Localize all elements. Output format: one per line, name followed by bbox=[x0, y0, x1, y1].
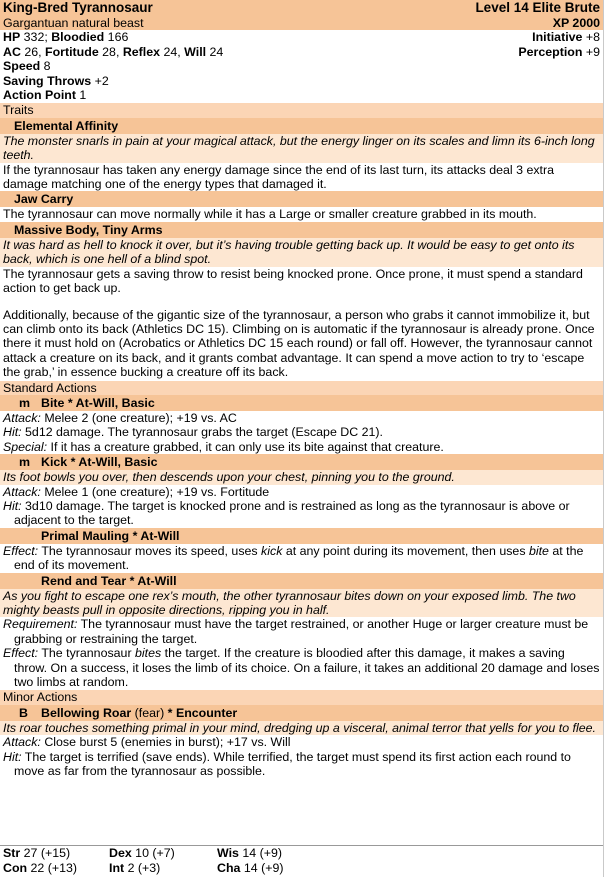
ability-cha: Cha 14 (+9) bbox=[217, 860, 284, 875]
power-attack: Attack: Melee 1 (one creature); +19 vs. Fortitude bbox=[3, 484, 270, 499]
monster-level: Level 14 Elite Brute bbox=[475, 0, 600, 15]
ability-dex: Dex 10 (+7) bbox=[109, 846, 175, 861]
ability-str: Str 27 (+15) bbox=[3, 846, 71, 861]
trait-title: Jaw Carry bbox=[0, 191, 603, 207]
perception: Perception +9 bbox=[518, 44, 600, 59]
monster-xp: XP 2000 bbox=[552, 16, 600, 30]
power-effect: Effect: The tyrannosaur bites the target. If the creature is bloodied after this damage, it makes a saving throw. On a success, it loses the limb of its choice. On a failure, it takes an additional 20 damage and loses two limbs at random. bbox=[3, 646, 600, 690]
section-traits: Traits bbox=[0, 102, 603, 117]
power-flavor: Its foot bowls you over, then descends upon your chest, pinning you to the ground. bbox=[0, 470, 603, 484]
stat-header bbox=[0, 0, 603, 30]
monster-type: Gargantuan natural beast bbox=[3, 16, 144, 30]
power-title-rend-and-tear: Rend and Tear * At-Will bbox=[0, 573, 603, 589]
trait-description: If the tyrannosaur has taken any energy damage since the end of its last turn, its attacks deal 3 extra damage matching one of the energy types that damaged it. bbox=[3, 162, 555, 192]
ability-int: Int 2 (+3) bbox=[109, 860, 161, 875]
close-burst-icon: B bbox=[19, 705, 28, 720]
trait-description: The tyrannosaur gets a saving throw to resist being knocked prone. Once prone, it must spend a standard action to get back up. bbox=[3, 266, 583, 296]
ability-wis: Wis 14 (+9) bbox=[217, 846, 282, 861]
power-flavor: As you fight to escape one rex’s mouth, the other tyrannosaur bites down on your exposed limb. The two mighty beasts pull in opposite directions, ripping you in half. bbox=[0, 589, 603, 618]
trait-flavor: The monster snarls in pain at your magical attack, but the energy linger on its scales and limn its 6-inch long teeth. bbox=[0, 134, 603, 163]
trait-title: Elemental Affinity bbox=[0, 118, 603, 134]
power-hit: Hit: 5d12 damage. The tyrannosaur grabs the target (Escape DC 21). bbox=[3, 425, 383, 440]
power-effect: Effect: The tyrannosaur moves its speed, uses kick at any point during its movement, then uses bite at the end of its movement. bbox=[3, 543, 584, 573]
ability-scores bbox=[0, 845, 603, 877]
power-requirement: Requirement: The tyrannosaur must have the target restrained, or another Huge or larger creature must be grabbing or restraining the target. bbox=[3, 617, 589, 646]
power-hit: Hit: 3d10 damage. The target is knocked prone and is restrained as long as the tyrannosaur is above or adjacent to the target. bbox=[3, 498, 570, 528]
stat-lines bbox=[0, 30, 603, 102]
trait-flavor: It was hard as hell to knock it over, but it’s having trouble getting back up. It would be easy to get onto its back, which is one hell of a blind spot. bbox=[0, 238, 603, 267]
power-title-kick: m Kick * At-Will, Basic bbox=[0, 454, 603, 470]
saving-throws: Saving Throws +2 bbox=[3, 73, 109, 88]
melee-basic-icon: m bbox=[19, 395, 31, 410]
melee-basic-icon: m bbox=[19, 455, 31, 470]
action-point: Action Point 1 bbox=[3, 88, 87, 103]
power-special: Special: If it has a creature grabbed, it can only use its bite against that creature. bbox=[3, 439, 444, 454]
hp-line: HP 332; Bloodied 166 bbox=[3, 30, 129, 45]
power-hit: Hit: The target is terrified (save ends). While terrified, the target must spend its first action each round to move as far from the tyrannosaur as possible. bbox=[3, 749, 571, 779]
power-flavor: Its roar touches something primal in your mind, dredging up a visceral, animal terror that yells for you to flee. bbox=[0, 721, 603, 735]
initiative: Initiative +8 bbox=[532, 30, 600, 45]
trait-description: The tyrannosaur can move normally while it has a Large or smaller creature grabbed in its mouth. bbox=[3, 207, 537, 222]
speed: Speed 8 bbox=[3, 59, 51, 74]
section-standard-actions: Standard Actions bbox=[0, 380, 603, 395]
section-minor-actions: Minor Actions bbox=[0, 689, 603, 704]
trait-title: Massive Body, Tiny Arms bbox=[0, 222, 603, 238]
power-title-bite: m Bite * At-Will, Basic bbox=[0, 395, 603, 411]
trait-description: Additionally, because of the gigantic size of the tyrannosaur, a person who grabs it cannot immobilize it, but can climb onto its back (Athletics DC 15). Climbing on is automatic if the tyrannosaur is already prone. Once there it must hold on (Acrobatics or Athletics DC 15 each round) or fall off. However, the tyrannosaur cannot attack a creature on its back, and it grants combat advantage. It can spend a move action to try to ‘escape the grab,’ in essence bucking a creature off its back. bbox=[3, 307, 595, 380]
power-title-primal-mauling: Primal Mauling * At-Will bbox=[0, 528, 603, 544]
power-attack: Attack: Close burst 5 (enemies in burst); +17 vs. Will bbox=[3, 735, 291, 750]
defenses-line: AC 26, Fortitude 28, Reflex 24, Will 24 bbox=[3, 44, 224, 59]
monster-name: King-Bred Tyrannosaur bbox=[3, 0, 153, 15]
ability-con: Con 22 (+13) bbox=[3, 860, 78, 875]
power-attack: Attack: Melee 2 (one creature); +19 vs. AC bbox=[3, 410, 237, 425]
power-title-bellowing-roar: B Bellowing Roar (fear) * Encounter bbox=[0, 705, 603, 721]
